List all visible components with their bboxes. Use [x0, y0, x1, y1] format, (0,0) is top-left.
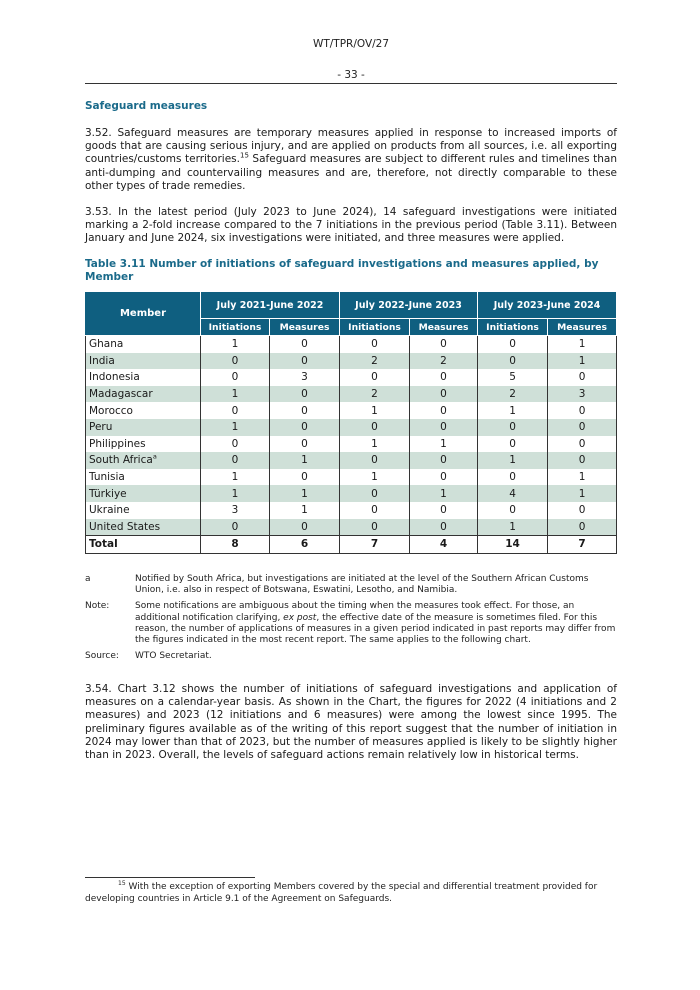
value-cell: 1 — [201, 336, 270, 353]
value-cell: 0 — [548, 402, 617, 419]
value-cell: 1 — [478, 519, 548, 536]
section-heading: Safeguard measures — [85, 100, 208, 112]
value-cell: 1 — [340, 402, 410, 419]
value-cell: 1 — [340, 436, 410, 453]
value-cell: 1 — [410, 436, 478, 453]
note-general — [85, 601, 617, 646]
table-row — [86, 519, 617, 536]
value-cell: 0 — [201, 369, 270, 386]
table-header-row — [86, 292, 617, 319]
footnote-number: 15 — [118, 880, 126, 887]
value-cell: 2 — [340, 353, 410, 370]
table-row — [86, 485, 617, 502]
initiations-header: Initiations — [201, 319, 270, 336]
safeguard-table — [85, 291, 617, 554]
value-cell: 0 — [410, 519, 478, 536]
table-notes — [85, 574, 617, 667]
value-cell: 0 — [270, 353, 340, 370]
table-total-row — [86, 536, 617, 554]
member-cell: India — [86, 353, 201, 370]
table-row — [86, 502, 617, 519]
paragraph-text: 3.52. Safeguard measures are temporary measures applied in response to increased imports of goods that are causing serious injury, and are applied on products from all sources, i.e. all exporting countries/customs territories. — [85, 127, 617, 166]
table-row — [86, 402, 617, 419]
member-cell: Philippines — [86, 436, 201, 453]
member-cell: United States — [86, 519, 201, 536]
value-cell: 1 — [201, 485, 270, 502]
measures-header: Measures — [270, 319, 340, 336]
note-source — [85, 651, 617, 662]
value-cell: 0 — [340, 336, 410, 353]
value-cell: 0 — [340, 519, 410, 536]
value-cell: 0 — [340, 452, 410, 469]
total-label: Total — [86, 536, 201, 554]
initiations-header: Initiations — [340, 319, 410, 336]
value-cell: 1 — [270, 502, 340, 519]
total-cell: 7 — [340, 536, 410, 554]
value-cell: 0 — [270, 469, 340, 486]
footnote-reference[interactable]: 15 — [239, 151, 249, 160]
member-cell: Morocco — [86, 402, 201, 419]
value-cell: 0 — [410, 502, 478, 519]
value-cell: 0 — [340, 369, 410, 386]
member-cell: Tunisia — [86, 469, 201, 486]
member-cell: Madagascar — [86, 386, 201, 403]
member-column-header: Member — [86, 292, 201, 336]
value-cell: 0 — [201, 452, 270, 469]
member-name: South Africa — [89, 454, 153, 467]
value-cell: 0 — [201, 519, 270, 536]
value-cell: 0 — [478, 336, 548, 353]
footnote-divider — [85, 877, 255, 878]
period-header: July 2022-June 2023 — [340, 292, 478, 319]
note-text — [135, 601, 617, 646]
period-header: July 2023-June 2024 — [478, 292, 617, 319]
note-label: Note: — [85, 601, 110, 612]
value-cell: 0 — [270, 402, 340, 419]
value-cell: 0 — [410, 336, 478, 353]
value-cell: 0 — [548, 502, 617, 519]
value-cell: 5 — [478, 369, 548, 386]
value-cell: 0 — [340, 485, 410, 502]
value-cell: 0 — [340, 419, 410, 436]
total-cell: 14 — [478, 536, 548, 554]
value-cell: 1 — [478, 402, 548, 419]
value-cell: 4 — [478, 485, 548, 502]
table-row — [86, 419, 617, 436]
table-row — [86, 369, 617, 386]
value-cell: 0 — [410, 452, 478, 469]
value-cell: 0 — [270, 386, 340, 403]
value-cell: 1 — [340, 469, 410, 486]
value-cell: 2 — [478, 386, 548, 403]
member-cell: Ukraine — [86, 502, 201, 519]
value-cell: 0 — [548, 419, 617, 436]
value-cell: 0 — [548, 452, 617, 469]
total-cell: 6 — [270, 536, 340, 554]
note-a-text: Notified by South Africa, but investigations are initiated at the level of the Southern African Customs Union, i.e. also in respect of Botswana, Eswatini, Lesotho, and Namibia. — [135, 574, 589, 596]
value-cell: 0 — [270, 419, 340, 436]
source-label: Source: — [85, 651, 119, 662]
paragraph-3-52 — [85, 127, 617, 193]
value-cell: 1 — [201, 419, 270, 436]
period-header: July 2021-June 2022 — [201, 292, 340, 319]
value-cell: 1 — [201, 469, 270, 486]
value-cell: 0 — [201, 353, 270, 370]
value-cell: 0 — [201, 436, 270, 453]
table-row — [86, 469, 617, 486]
value-cell: 0 — [410, 402, 478, 419]
value-cell: 3 — [548, 386, 617, 403]
table-row — [86, 452, 617, 469]
paragraph-text: Safeguard measures are subject to different rules and timelines than anti-dumping and countervailing measures and are, therefore, not directly comparable to these other types of trade remedies. — [85, 153, 617, 192]
document-symbol: WT/TPR/OV/27 — [312, 38, 390, 50]
value-cell: 0 — [478, 353, 548, 370]
note-text-emphasis: ex post — [283, 612, 317, 623]
value-cell: 0 — [201, 402, 270, 419]
value-cell: 0 — [270, 336, 340, 353]
value-cell: 1 — [548, 469, 617, 486]
value-cell: 3 — [270, 369, 340, 386]
value-cell: 0 — [478, 469, 548, 486]
header-divider — [85, 83, 617, 84]
initiations-header: Initiations — [478, 319, 548, 336]
value-cell: 2 — [410, 353, 478, 370]
value-cell: 1 — [201, 386, 270, 403]
value-cell: 3 — [201, 502, 270, 519]
table-row — [86, 386, 617, 403]
page-number: - 33 - — [337, 69, 365, 81]
table-row — [86, 436, 617, 453]
value-cell: 0 — [548, 369, 617, 386]
value-cell: 0 — [410, 419, 478, 436]
note-text-part: Some notifications are ambiguous about the timing when the measures took effect. For those, an additional notification clarifying, — [135, 601, 575, 623]
note-a-label: a — [85, 574, 91, 584]
table-row — [86, 353, 617, 370]
member-cell: Türkiye — [86, 485, 201, 502]
value-cell: 2 — [340, 386, 410, 403]
note-a — [85, 574, 617, 596]
value-cell: 1 — [270, 452, 340, 469]
total-cell: 4 — [410, 536, 478, 554]
table-caption: Table 3.11 Number of initiations of safeguard investigations and measures applied, by Member — [85, 258, 599, 283]
member-cell: Indonesia — [86, 369, 201, 386]
member-cell — [86, 452, 201, 469]
table-note-marker: a — [152, 452, 157, 461]
source-text: WTO Secretariat. — [135, 651, 212, 662]
value-cell: 0 — [340, 502, 410, 519]
value-cell: 0 — [478, 502, 548, 519]
footnote-15 — [85, 882, 617, 905]
value-cell: 0 — [548, 519, 617, 536]
footnote-text: With the exception of exporting Members covered by the special and differential treatment provided for developing countries in Article 9.1 of the Agreement on Safeguards. — [85, 882, 598, 904]
value-cell: 0 — [548, 436, 617, 453]
value-cell: 0 — [478, 436, 548, 453]
value-cell: 0 — [410, 386, 478, 403]
measures-header: Measures — [548, 319, 617, 336]
value-cell: 0 — [270, 436, 340, 453]
value-cell: 1 — [548, 353, 617, 370]
measures-header: Measures — [410, 319, 478, 336]
value-cell: 1 — [548, 485, 617, 502]
total-cell: 7 — [548, 536, 617, 554]
member-cell: Ghana — [86, 336, 201, 353]
total-cell: 8 — [201, 536, 270, 554]
value-cell: 1 — [478, 452, 548, 469]
value-cell: 0 — [270, 519, 340, 536]
paragraph-3-53: 3.53. In the latest period (July 2023 to June 2024), 14 safeguard investigations were initiated marking a 2-fold increase compared to the 7 initiations in the previous period (Table 3.11). Between January and June 2024, six investigations were initiated, and three measures were applied. — [85, 206, 617, 245]
paragraph-3-54: 3.54. Chart 3.12 shows the number of initiations of safeguard investigations and application of measures on a calendar-year basis. As shown in the Chart, the figures for 2022 (4 initiations and 2 measures) and 2023 (12 initiations and 6 measures) were among the lowest since 1995. The preliminary figures available as of the writing of this report suggest that the number of initiation in 2024 may lower than that of 2023, but the number of measures applied is likely to be slightly higher than in 2023. Overall, the levels of safeguard actions remain relatively low in historical terms. — [85, 683, 617, 762]
value-cell: 0 — [410, 369, 478, 386]
value-cell: 0 — [410, 469, 478, 486]
value-cell: 1 — [410, 485, 478, 502]
member-cell: Peru — [86, 419, 201, 436]
note-text-part: , the effective date of the measure is sometimes filed. For this reason, the number of applications of measures in a given period indicated in past reports may differ from the figures indicated in the most recent report. The same applies to the following chart. — [135, 612, 616, 646]
value-cell: 0 — [478, 419, 548, 436]
value-cell: 1 — [270, 485, 340, 502]
value-cell: 1 — [548, 336, 617, 353]
table-row — [86, 336, 617, 353]
